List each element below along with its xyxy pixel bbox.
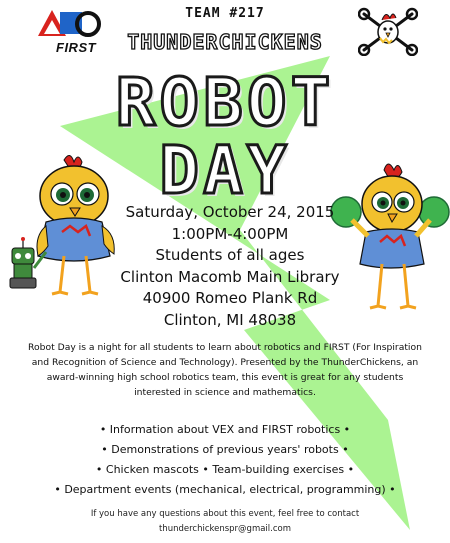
event-street: 40900 Romeo Plank Rd bbox=[142, 289, 318, 307]
team-number: TEAM #217 bbox=[185, 6, 265, 21]
feature-item: • Chicken mascots • Team-building exercises • bbox=[95, 463, 355, 476]
feature-item: • Demonstrations of previous years' robots • bbox=[101, 443, 349, 456]
event-date: Saturday, October 24, 2015 bbox=[125, 203, 335, 221]
feature-item: • Information about VEX and FIRST robotics • bbox=[99, 423, 351, 436]
contact-email: thunderchickenspr@gmail.com bbox=[158, 524, 292, 534]
feature-list bbox=[20, 420, 430, 500]
event-time: 1:00PM-4:00PM bbox=[171, 224, 289, 243]
chicken-wrench-icon bbox=[358, 6, 418, 56]
event-city: Clinton, MI 48038 bbox=[163, 310, 297, 329]
chicken-mascot-right bbox=[330, 160, 450, 320]
feature-item: • Department events (mechanical, electrical, programming) • bbox=[54, 483, 396, 496]
chicken-mascot-left bbox=[6, 152, 136, 302]
team-name: THUNDERCHICKENS bbox=[127, 30, 323, 54]
event-audience: Students of all ages bbox=[155, 246, 305, 264]
event-venue: Clinton Macomb Main Library bbox=[120, 267, 340, 286]
title-day: DAY bbox=[159, 132, 291, 209]
contact-line: If you have any questions about this event, feel free to contact bbox=[90, 509, 360, 519]
event-description: Robot Day is a night for all students to learn about robotics and FIRST (For Inspiration and Recognition of Science and Technology). Presented by the ThunderChickens, an award-winning high school robotics team, this event is great for any students interested in science and mathematics. bbox=[28, 342, 422, 398]
first-logo-text: FIRST bbox=[56, 40, 97, 55]
contact-info bbox=[40, 507, 410, 537]
event-info bbox=[120, 202, 340, 331]
title-robot: ROBOT bbox=[115, 64, 335, 141]
